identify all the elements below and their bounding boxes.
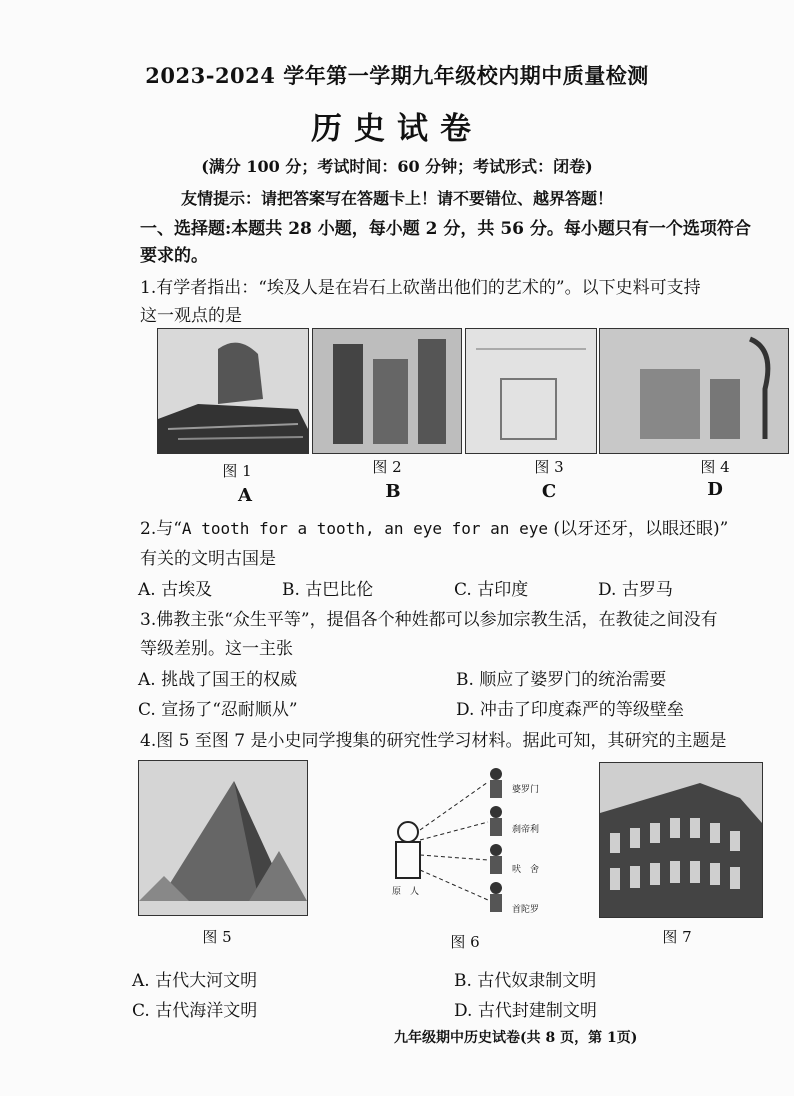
q3-option-c: C. 宣扬了“忍耐顺从” — [138, 700, 298, 720]
figure-3-caption: 图 3 — [534, 458, 564, 476]
figure-7-caption: 图 7 — [662, 928, 692, 946]
figure-4-caption: 图 4 — [700, 458, 730, 476]
q4-stem: 4.图 5 至图 7 是小史同学搜集的研究性学习材料。据此可知，其研究的主题是 — [140, 731, 727, 751]
q1-stem-cont: 这一观点的是 — [140, 306, 242, 326]
q1-option-b: B — [385, 481, 401, 502]
figure-6-caption: 图 6 — [450, 933, 480, 951]
section-heading: 一、选择题:本题共 28 小题，每小题 2 分，共 56 分。每小题只有一个选项符合 — [140, 219, 751, 239]
q4-option-a: A. 古代大河文明 — [132, 971, 258, 991]
q2-option-a: A. 古埃及 — [138, 580, 213, 600]
subject-title: 历史试卷 — [311, 111, 483, 147]
q2-stem-cont: 有关的文明古国是 — [140, 549, 276, 569]
relief-illustration — [313, 329, 461, 453]
q1-option-c: C — [541, 481, 557, 502]
origin-label: 原 人 — [392, 887, 420, 897]
q2-stem-suffix: (以牙还牙，以眼还眼)” — [547, 519, 729, 539]
q2-stem — [140, 514, 728, 539]
caste-label-shudra: 首陀罗 — [512, 905, 540, 915]
figure-1-sphinx-image — [157, 328, 309, 454]
q3-option-b: B. 顺应了婆罗门的统治需要 — [456, 670, 667, 690]
figure-3-stele-image — [465, 328, 597, 454]
figure-2-statue-image — [312, 328, 462, 454]
q1-stem: 1.有学者指出：“埃及人是在岩石上砍凿出他们的艺术的”。以下史料可支持 — [140, 278, 701, 298]
figure-5-pyramids-image — [138, 760, 308, 916]
figure-7-colosseum-image — [599, 762, 763, 918]
caste-label-vaishya: 吠 舍 — [512, 865, 540, 875]
exam-tip: 友情提示：请把答案写在答题卡上！请不要错位、越界答题！ — [180, 189, 613, 208]
q2-english-quote: A tooth for a tooth, an eye for an eye — [181, 519, 548, 538]
sphinx-illustration — [158, 329, 308, 453]
figure-6-caste-diagram — [388, 760, 588, 920]
exam-title: 2023-2024 学年第一学期九年级校内期中质量检测 — [145, 63, 649, 88]
figure-4-carving-image — [599, 328, 789, 454]
q4-option-b: B. 古代奴隶制文明 — [454, 971, 597, 991]
q4-option-c: C. 古代海洋文明 — [132, 1001, 258, 1021]
page-footer: 九年级期中历史试卷(共 8 页，第 1页) — [394, 1030, 638, 1046]
caste-label-brahmin: 婆罗门 — [512, 785, 540, 795]
figure-5-caption: 图 5 — [202, 928, 232, 946]
pyramids-illustration — [139, 761, 307, 915]
q1-option-a: A — [238, 485, 252, 506]
figure-1-caption: 图 1 — [222, 462, 252, 480]
section-heading-cont: 要求的。 — [140, 246, 208, 266]
colosseum-illustration — [600, 763, 762, 917]
q3-stem-cont: 等级差别。这一主张 — [140, 639, 293, 659]
stele-illustration — [466, 329, 596, 453]
q3-option-a: A. 挑战了国王的权威 — [138, 670, 298, 690]
q3-option-d: D. 冲击了印度森严的等级壁垒 — [456, 700, 684, 720]
q1-option-d: D — [707, 479, 723, 500]
q3-stem: 3.佛教主张“众生平等”，提倡各个种姓都可以参加宗教生活，在教徒之间没有 — [140, 610, 718, 630]
exam-meta: (满分 100 分；考试时间：60 分钟；考试形式：闭卷) — [201, 157, 593, 176]
q2-stem-prefix: 2.与“ — [140, 519, 182, 539]
q2-option-c: C. 古印度 — [454, 580, 529, 600]
figure-2-caption: 图 2 — [372, 458, 402, 476]
q2-option-b: B. 古巴比伦 — [282, 580, 374, 600]
q2-option-d: D. 古罗马 — [598, 580, 673, 600]
carving-illustration — [600, 329, 788, 453]
caste-label-kshatriya: 刹帝利 — [512, 825, 540, 835]
q4-option-d: D. 古代封建制文明 — [454, 1001, 597, 1021]
